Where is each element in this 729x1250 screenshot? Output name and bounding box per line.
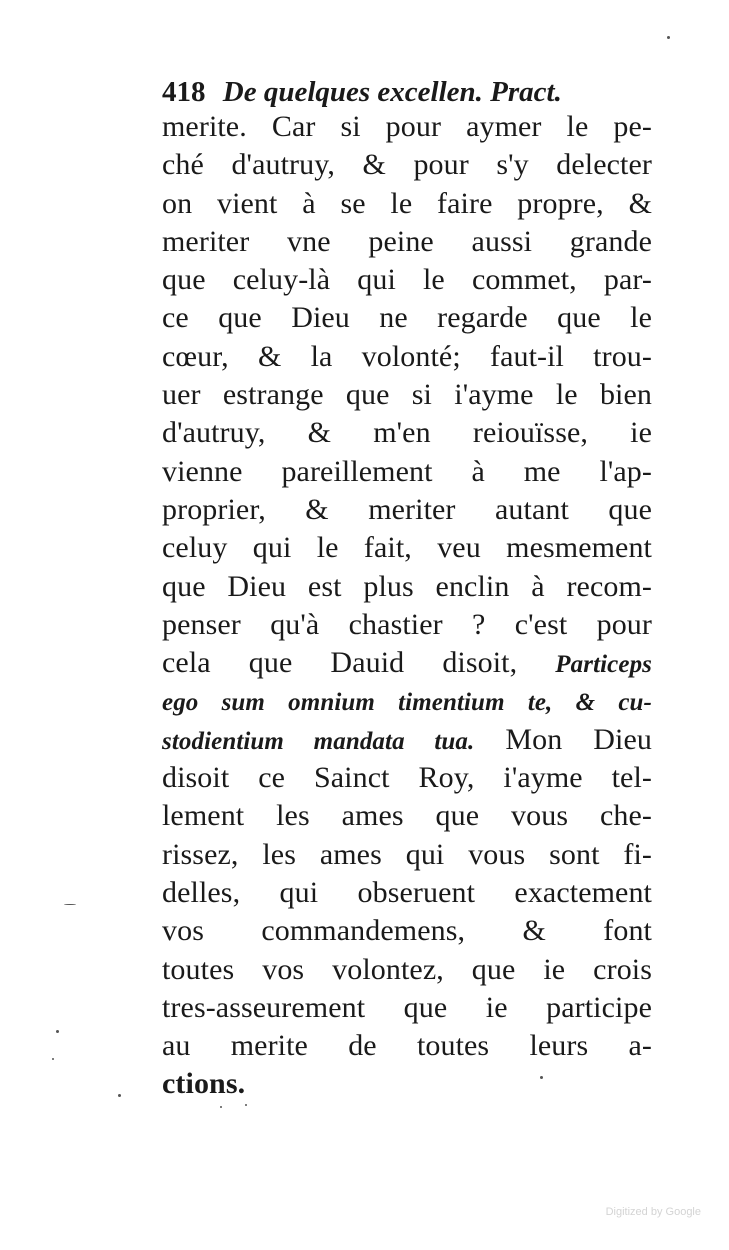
- text-line: meriter vne peine aussi grande: [162, 224, 652, 258]
- latin-quote: stodientium mandata tua.: [162, 727, 475, 755]
- text-line: ce que Dieu ne regarde que le: [162, 301, 652, 335]
- text-line: d'autruy, & m'en reiouïsse, ie: [162, 416, 652, 450]
- text-fragment: cela que Dauid disoit,: [162, 646, 518, 680]
- scan-watermark: Digitized by Google: [605, 1206, 701, 1218]
- text-line: rissez, les ames qui vous sont fi-: [162, 837, 652, 871]
- text-line: merite. Car si pour aymer le pe-: [162, 110, 652, 143]
- scan-speck: [667, 36, 670, 39]
- text-line-last: ctions.: [162, 1067, 246, 1101]
- text-line: vos commandemens, & font: [162, 914, 652, 948]
- scan-speck: [540, 1076, 543, 1079]
- running-title: De quelques excellen. Pract.: [222, 76, 562, 108]
- text-line-mixed: [162, 721, 652, 759]
- scan-speck: [52, 1058, 54, 1060]
- body-text: [162, 108, 652, 1104]
- text-line-mixed: [162, 644, 652, 682]
- scan-speck: [56, 1030, 59, 1033]
- page-number: 418: [162, 76, 206, 108]
- text-fragment: Mon Dieu: [505, 722, 652, 756]
- page-header: [162, 72, 632, 112]
- text-line: celuy qui le fait, veu mesmement: [162, 531, 652, 565]
- scan-speck: [118, 1094, 121, 1097]
- scan-speck: [220, 1106, 222, 1108]
- text-line: proprier, & meriter autant que: [162, 492, 652, 526]
- text-line: vienne pareillement à me l'ap-: [162, 454, 652, 488]
- text-line: lement les ames que vous che-: [162, 799, 652, 833]
- text-line: que celuy-là qui le commet, par-: [162, 263, 652, 297]
- text-line: cœur, & la volonté; faut-il trou-: [162, 339, 652, 373]
- text-line: tres-asseurement que ie participe: [162, 990, 652, 1024]
- scan-speck: [64, 904, 76, 905]
- latin-quote-line: [162, 682, 652, 720]
- text-line: que Dieu est plus enclin à recom-: [162, 569, 652, 603]
- text-line: on vient à se le faire propre, &: [162, 186, 652, 220]
- text-line: delles, qui obseruent exactement: [162, 875, 652, 909]
- text-line: toutes vos volontez, que ie crois: [162, 952, 652, 986]
- text-line: penser qu'à chastier ? c'est pour: [162, 607, 652, 641]
- text-line: au merite de toutes leurs a-: [162, 1029, 652, 1063]
- latin-quote: Particeps: [555, 651, 652, 679]
- text-line: ché d'autruy, & pour s'y delecter: [162, 148, 652, 182]
- text-line: disoit ce Sainct Roy, i'ayme tel-: [162, 761, 652, 795]
- latin-quote: ego sum omnium timentium te, & cu-: [162, 689, 652, 717]
- scan-speck: [245, 1104, 247, 1106]
- text-line: uer estrange que si i'ayme le bien: [162, 378, 652, 412]
